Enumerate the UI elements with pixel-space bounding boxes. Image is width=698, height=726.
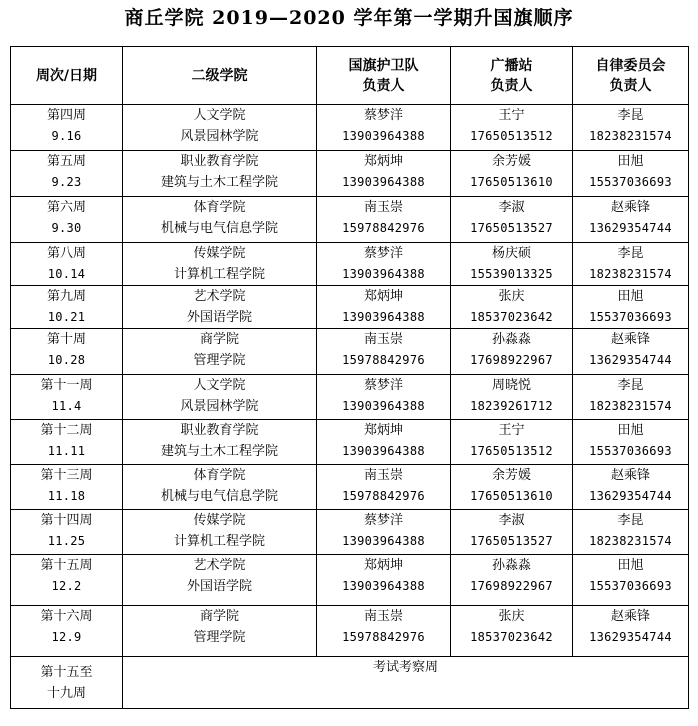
flag-guard-cell [317,465,451,510]
week-label: 第十二周 [40,423,93,438]
exam-week-line1: 第十五至 [40,664,93,680]
radio-station-cell [451,555,573,606]
college-cell [123,420,317,465]
flag-guard-cell [317,606,451,657]
committee-person-name: 李昆 [617,246,644,261]
exam-week-cell [11,657,123,709]
guard-person-name: 蔡梦洋 [363,246,403,261]
guard-person-name: 蔡梦洋 [363,108,403,123]
header-committee-line2: 负责人 [609,77,652,94]
guard-phone: 15978842976 [342,630,425,644]
page-title: 商丘学院 2019—2020 学年第一学期升国旗顺序 [124,7,574,29]
table-row [11,329,689,375]
radio-person-name: 余芳媛 [491,154,531,169]
college-cell [123,286,317,329]
guard-person-name: 蔡梦洋 [363,513,403,528]
committee-phone: 13629354744 [589,353,672,367]
date-label: 11.18 [47,489,86,503]
table-row [11,286,689,329]
week-date-cell [11,151,123,197]
header-college: 二级学院 [123,47,317,105]
radio-person-name: 孙淼淼 [491,558,531,573]
flag-guard-cell [317,420,451,465]
flag-guard-cell [317,105,451,151]
radio-person-name: 张庆 [498,289,525,304]
college-name: 机械与电气信息学院 [160,489,278,504]
radio-phone: 17650513610 [470,175,553,189]
committee-phone: 18238231574 [589,399,672,413]
table-row [11,555,689,606]
radio-phone: 18537023642 [470,630,553,644]
guard-phone: 13903964388 [342,579,425,593]
guard-person-name: 蔡梦洋 [363,378,403,393]
week-date-cell [11,606,123,657]
flag-guard-cell [317,286,451,329]
committee-phone: 15537036693 [589,175,672,189]
committee-cell [573,420,689,465]
committee-phone: 18238231574 [589,534,672,548]
header-flag-guard-line2: 负责人 [362,77,405,94]
college-cell [123,243,317,286]
radio-phone: 15539013325 [470,267,553,281]
table-row [11,420,689,465]
college-name: 艺术学院 [193,289,246,304]
header-flag-guard [317,47,451,105]
college-cell [123,555,317,606]
date-label: 11.11 [47,444,86,458]
college-cell [123,197,317,243]
radio-phone: 17698922967 [470,579,553,593]
college-name: 人文学院 [193,378,246,393]
college-cell [123,465,317,510]
guard-phone: 13903964388 [342,129,425,143]
radio-phone: 17650513610 [470,489,553,503]
guard-person-name: 郑炳坤 [363,558,403,573]
college-name: 计算机工程学院 [173,267,265,282]
header-week-date: 周次/日期 [11,47,123,105]
week-label: 第十六周 [40,609,93,624]
header-radio-line1: 广播站 [490,57,533,74]
committee-cell [573,510,689,555]
college-name: 人文学院 [193,108,246,123]
flag-guard-cell [317,510,451,555]
committee-cell [573,465,689,510]
date-label: 11.25 [47,534,86,548]
committee-person-name: 田旭 [617,558,644,573]
week-date-cell [11,329,123,375]
week-label: 第十一周 [40,378,93,393]
exam-row [11,657,689,709]
week-label: 第九周 [46,289,86,304]
radio-phone: 18537023642 [470,310,553,324]
committee-person-name: 赵乘锋 [610,468,650,483]
college-name: 商学院 [199,332,239,347]
date-label: 11.4 [51,399,82,413]
guard-person-name: 南玉崇 [363,200,403,215]
table-row [11,606,689,657]
guard-phone: 13903964388 [342,267,425,281]
flag-guard-cell [317,375,451,420]
committee-phone: 18238231574 [589,267,672,281]
table-row [11,105,689,151]
radio-station-cell [451,329,573,375]
date-label: 9.30 [51,221,82,235]
committee-person-name: 田旭 [617,423,644,438]
guard-phone: 13903964388 [342,399,425,413]
week-date-cell [11,105,123,151]
committee-person-name: 田旭 [617,154,644,169]
college-name: 建筑与土木工程学院 [160,444,278,459]
radio-station-cell [451,286,573,329]
committee-cell [573,151,689,197]
radio-person-name: 王宁 [498,108,525,123]
radio-station-cell [451,420,573,465]
date-label: 9.16 [51,129,82,143]
guard-person-name: 南玉崇 [363,332,403,347]
radio-person-name: 杨庆硕 [491,246,531,261]
guard-phone: 15978842976 [342,221,425,235]
radio-phone: 17650513527 [470,534,553,548]
committee-phone: 15537036693 [589,579,672,593]
table-row [11,375,689,420]
committee-person-name: 李昆 [617,513,644,528]
header-self-discipline-committee [573,47,689,105]
college-name: 传媒学院 [193,246,246,261]
flag-guard-cell [317,197,451,243]
week-label: 第十五周 [40,558,93,573]
date-label: 12.9 [51,630,82,644]
radio-station-cell [451,105,573,151]
week-date-cell [11,197,123,243]
committee-phone: 13629354744 [589,489,672,503]
radio-phone: 18239261712 [470,399,553,413]
college-cell [123,329,317,375]
radio-station-cell [451,197,573,243]
table-row [11,197,689,243]
guard-phone: 13903964388 [342,310,425,324]
radio-station-cell [451,151,573,197]
week-date-cell [11,555,123,606]
college-cell [123,375,317,420]
week-date-cell [11,510,123,555]
date-label: 9.23 [51,175,82,189]
radio-person-name: 孙淼淼 [491,332,531,347]
header-committee-line1: 自律委员会 [595,57,666,74]
guard-person-name: 郑炳坤 [363,289,403,304]
committee-cell [573,243,689,286]
flag-guard-cell [317,329,451,375]
radio-phone: 17650513527 [470,221,553,235]
committee-phone: 13629354744 [589,221,672,235]
committee-cell [573,105,689,151]
radio-station-cell [451,375,573,420]
committee-person-name: 李昆 [617,108,644,123]
date-label: 12.2 [51,579,82,593]
flag-guard-cell [317,243,451,286]
college-name: 机械与电气信息学院 [160,221,278,236]
table-row [11,243,689,286]
radio-station-cell [451,510,573,555]
week-date-cell [11,286,123,329]
committee-phone: 18238231574 [589,129,672,143]
committee-phone: 13629354744 [589,630,672,644]
college-name: 体育学院 [193,468,246,483]
college-name: 风景园林学院 [180,129,259,144]
college-name: 计算机工程学院 [173,534,265,549]
committee-cell [573,197,689,243]
week-date-cell [11,465,123,510]
radio-person-name: 李淑 [498,200,525,215]
guard-person-name: 郑炳坤 [363,423,403,438]
committee-cell [573,286,689,329]
radio-person-name: 王宁 [498,423,525,438]
week-label: 第六周 [46,200,86,215]
exam-note-cell: 考试考察周 [123,657,689,709]
header-radio-line2: 负责人 [490,77,533,94]
radio-phone: 17650513512 [470,444,553,458]
guard-phone: 15978842976 [342,489,425,503]
committee-person-name: 赵乘锋 [610,332,650,347]
flag-guard-cell [317,151,451,197]
college-name: 职业教育学院 [180,154,259,169]
guard-phone: 15978842976 [342,353,425,367]
guard-phone: 13903964388 [342,444,425,458]
week-label: 第十三周 [40,468,93,483]
committee-person-name: 赵乘锋 [610,609,650,624]
week-date-cell [11,375,123,420]
committee-cell [573,375,689,420]
week-date-cell [11,420,123,465]
committee-cell [573,555,689,606]
college-cell [123,151,317,197]
guard-person-name: 郑炳坤 [363,154,403,169]
radio-person-name: 余芳媛 [491,468,531,483]
week-label: 第四周 [46,108,86,123]
committee-cell [573,606,689,657]
radio-station-cell [451,606,573,657]
radio-phone: 17698922967 [470,353,553,367]
committee-phone: 15537036693 [589,310,672,324]
week-label: 第八周 [46,246,86,261]
date-label: 10.21 [47,310,86,324]
college-name: 管理学院 [193,353,246,368]
table-row [11,465,689,510]
radio-station-cell [451,465,573,510]
college-name: 外国语学院 [186,310,252,325]
college-name: 管理学院 [193,630,246,645]
week-label: 第五周 [46,154,86,169]
guard-person-name: 南玉崇 [363,468,403,483]
college-name: 体育学院 [193,200,246,215]
guard-phone: 13903964388 [342,534,425,548]
week-label: 第十四周 [40,513,93,528]
header-row [11,47,689,105]
guard-person-name: 南玉崇 [363,609,403,624]
college-name: 职业教育学院 [180,423,259,438]
college-cell [123,510,317,555]
radio-person-name: 李淑 [498,513,525,528]
college-name: 商学院 [199,609,239,624]
committee-cell [573,329,689,375]
college-cell [123,606,317,657]
radio-person-name: 周晓悦 [491,378,531,393]
header-radio-station [451,47,573,105]
guard-phone: 13903964388 [342,175,425,189]
radio-station-cell [451,243,573,286]
college-name: 外国语学院 [186,579,252,594]
radio-person-name: 张庆 [498,609,525,624]
radio-phone: 17650513512 [470,129,553,143]
exam-week-line2: 十九周 [46,685,86,701]
flag-raising-schedule-table [10,46,689,709]
college-name: 风景园林学院 [180,399,259,414]
college-name: 传媒学院 [193,513,246,528]
header-flag-guard-line1: 国旗护卫队 [348,57,419,74]
committee-person-name: 田旭 [617,289,644,304]
committee-person-name: 赵乘锋 [610,200,650,215]
week-label: 第十周 [46,332,86,347]
date-label: 10.28 [47,353,86,367]
committee-phone: 15537036693 [589,444,672,458]
table-row [11,151,689,197]
college-cell [123,105,317,151]
week-date-cell [11,243,123,286]
college-name: 建筑与土木工程学院 [160,175,278,190]
table-row [11,510,689,555]
committee-person-name: 李昆 [617,378,644,393]
college-name: 艺术学院 [193,558,246,573]
flag-guard-cell [317,555,451,606]
date-label: 10.14 [47,267,86,281]
